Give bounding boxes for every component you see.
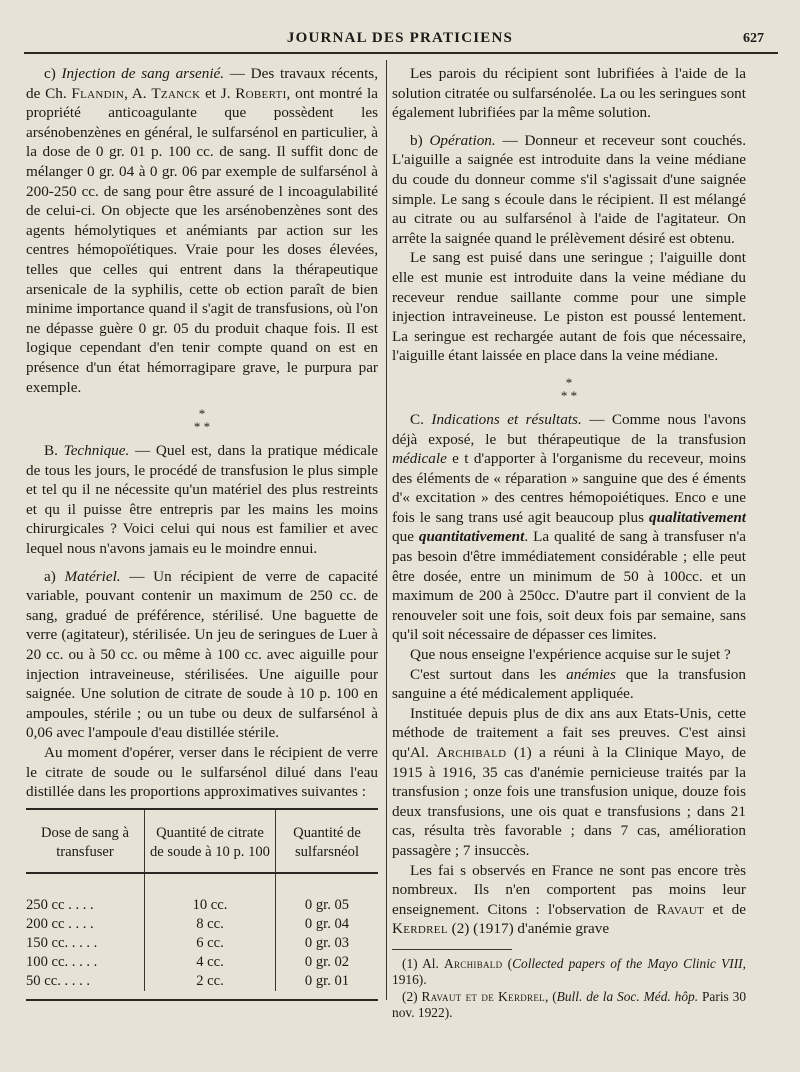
table-cell: 0 gr. 03 (304, 934, 350, 951)
section-label: b) (410, 131, 430, 149)
text-run: — Comme nous l'avons déjà exposé, le but thérapeutique de la transfusion (392, 410, 746, 448)
asterism: * * * (560, 374, 578, 403)
footnotes (392, 956, 746, 1022)
table-cell: 6 cc. (145, 934, 276, 953)
emphasis: anémies (566, 665, 616, 683)
text-run: e t d'apporter à l'organisme du receveur, moins des éléments de « réparation » sanguine que des é éments d'« excitation » des centres hémopoiétiques. Enco e une fois le sang trans usé agit beaucoup plus (392, 450, 746, 526)
table-cell: 250 cc . . . . (26, 873, 145, 915)
section-title: Injection de sang arsenié. (61, 65, 225, 82)
paragraph-injection-sang-arsenie (26, 64, 378, 397)
author-name: Archibald (436, 744, 507, 761)
table-cell: 50 cc. . . . . (26, 972, 145, 991)
right-column (392, 64, 746, 1022)
table-cell: 2 cc. (145, 972, 276, 991)
page-number: 627 (743, 31, 764, 46)
table-header-cell: Quantité de sulfarsnéol (276, 810, 379, 873)
text-run: et J. (200, 84, 236, 102)
section-label: C. (410, 410, 432, 428)
section-label: B. (44, 442, 64, 460)
section-title: Opération. (429, 131, 496, 149)
table-cell: 0 gr. 04 (304, 915, 350, 932)
left-column (26, 64, 378, 1001)
text-run: (1) Al. (402, 955, 445, 971)
text-run: , A. (124, 84, 152, 102)
table-cell: 0 gr. 01 (304, 972, 350, 989)
author-name: Kerdrel (392, 920, 448, 938)
table-cell: 10 cc. (145, 873, 276, 915)
paragraph-technique (26, 441, 378, 559)
section-title: Technique. (63, 442, 130, 460)
text-run: , ( (544, 988, 557, 1004)
dosage-table (26, 810, 378, 991)
text-run: que la transfusion sanguine a été médicalement appliquée. (392, 665, 746, 703)
text-run: — Un récipient de verre de capacité variable, pouvant contenir un maximum de 250 cc. de sang, gradué de préférence, stérilisé. Une baguette de verre (agitateur), stérilisée. Un jeu de seringues de Luer à 20 cc. ou à 50 cc. ou même à 100 cc. avec aiguille pour injection intraveineuse, stérilisées. Une aiguille pour saignée. Une solution de citrate de soude à 10 p. 100 en ampoules, stérile ; ou un tube ou deux de sulfarsénol à 0,06 avec l'ampoule d'eau distillée stérile. (26, 567, 378, 742)
text-run: (1) a réuni à la Clinique Mayo, de 1915 à 1916, 35 cas d'anémie pernicieuse traités par la transfusion ; onze fois une transfusion unique, douze fois deux transfusions, une ois quat e transfusions ; dans 21 cas, résulta très favorable ; dans 7 cas, amélioration passagère ; 7 insuccès. (392, 744, 746, 859)
citation-title: Collected papers of the Mayo Clinic VIII (512, 955, 743, 971)
asterism: * * * (193, 406, 211, 435)
table-cell: 0 gr. 02 (304, 953, 350, 970)
text-run: C'est surtout dans les (410, 665, 567, 683)
table-cell: 8 cc. (145, 915, 276, 934)
text-run: , 1916). (392, 955, 746, 988)
table-cell: 4 cc. (145, 953, 276, 972)
text-run: (2) (1917) d'anémie grave (447, 920, 610, 938)
table-header-cell: Dose de sang à transfuser (26, 810, 145, 873)
author-name: Ravaut et de Kerdrel (421, 988, 545, 1004)
paragraph-moment-operer: Au moment d'opérer, verser dans le récipient de verre le citrate de soude ou le sulfarsénol dilué dans l'eau distillée dans les proportions approximatives suivantes : (26, 744, 378, 801)
header-rule (24, 52, 778, 54)
text-run: . La qualité de sang à transfuser n'a pas besoin d'être immédiatement considérable ; elle peut être dosée, entre un minimum de 50 à 100cc. et un maximum de 200 à 250cc. D'autre part il convient de la renouveler soit une fois, soit deux fois par semaine, sans qu'il soit nécessaire de dépasser ces limites. (392, 528, 746, 644)
text-run: Les fai s observés en France ne sont pas encore très nombreux. Ils n'en comportent pas moins leur enseignement. Citons : l'observation de (392, 861, 746, 918)
paragraph-etats-unis (392, 704, 746, 861)
author-name: Ravaut (656, 900, 705, 918)
table-row (26, 934, 378, 953)
table-header-cell: Quantité de citrate de soude à 10 p. 100 (145, 810, 276, 873)
table-row (26, 953, 378, 972)
table-bottom-rule (26, 999, 378, 1001)
table-row (26, 972, 378, 991)
paragraph-materiel (26, 567, 378, 743)
section-label: c) (44, 65, 62, 82)
text-run: que (392, 528, 419, 546)
paragraph-operation (392, 131, 746, 249)
section-title: Indications et résultats. (431, 410, 582, 428)
emphasis: médicale (392, 450, 447, 468)
paragraph-indications (392, 410, 746, 645)
text-run: (2) (402, 988, 422, 1004)
text-run: , ont montré la propriété anticoagulante que possèdent les arsénobenzènes en général, le sulfarsénol en particulier, à la dose de 0 gr. 01 p. 100 cc. de sang. Il suffit donc de mélanger 0 gr. 04 à 0 gr. 06 par exemple de sulfarsénol à 200-250 cc. de sang pour être assuré de l incoagulabilité de celui-ci. On objecte que les arsénobenzènes sont des agents hémolytiques et anémiants par action sur les centres hémopoïétiques. Vraie pour les doses élevées, telles que celles qui entrent dans la thérapeutique arsenicale de la syphilis, cette ob ection paraît de bien minime importance quand il s'agit de transfusions, où l'on ne dépasse guère 0 gr. 05 du produit chaque fois. Il est logique cependant d'en tenir compte quand on est en présence d'un état hémorragipare grave, le purpura par exemple. (26, 84, 378, 396)
table-header-row (26, 810, 378, 873)
author-name: Tzanck (151, 84, 201, 102)
emphasis: qualitativement (648, 508, 746, 526)
journal-title: JOURNAL DES PRATICIENS (286, 30, 514, 46)
paragraph-anemies (392, 665, 746, 704)
paragraph-parois: Les parois du récipient sont lubrifiées à l'aide de la solution citratée ou sulfarsénolée. La ou les seringues sont également lubrifiées par la même solution. (392, 65, 746, 122)
text-run: — Quel est, dans la pratique médicale de tous les jours, le procédé de transfusion le plus simple et tel qu il ne nécessite qu'un matériel des plus restreints et qu il puisse être entrepris par les mains les moins chirurgicales ? Voici celui qui nous est familier et avec lequel nous n'avons jamais eu le moindre ennui. (26, 442, 378, 558)
text-run: — Donneur et receveur sont couchés. L'aiguille a saignée est introduite dans la veine médiane du coude du donneur comme s'il s'agissait d'une saignée simple. Le sang s écoule dans le récipient. Il est mélangé au citrate ou au sulfarsénol à l'aide de l'agitateur. On arrête la saignée quand le prélèvement désiré est obtenu. (392, 131, 746, 247)
paragraph-seringue: Le sang est puisé dans une seringue ; l'aiguille dont elle est munie est introduite dans la veine médiane du receveur rendue saillante comme pour une simple injection intraveineuse. Le piston est poussé lentement. La seringue est rechargée autant de fois que nécessaire, l'aiguille étant laissée en place dans la veine médiane. (392, 249, 746, 365)
paragraph-question: Que nous enseigne l'expérience acquise sur le sujet ? (410, 646, 731, 664)
text-run: Paris 30 nov. 1922). (392, 988, 747, 1021)
table-cell: 200 cc . . . . (26, 915, 145, 934)
table-cell: 150 cc. . . . . (26, 934, 145, 953)
author-name: Archibald (444, 955, 503, 971)
table-row (26, 873, 378, 915)
table-cell: 0 gr. 05 (304, 896, 350, 913)
text-run: ( (502, 955, 513, 971)
author-name: Roberti (235, 84, 287, 102)
citation-title: Bull. de la Soc. Méd. hôp. (556, 988, 699, 1004)
section-title: Matériel. (64, 567, 121, 585)
emphasis: quantitativement (418, 528, 525, 546)
table-row (26, 915, 378, 934)
text-run: et de (704, 900, 747, 918)
footnote-1 (392, 956, 746, 989)
paragraph-france (392, 861, 746, 939)
text-run: Instituée depuis plus de dix ans aux Etats-Unis, cette méthode de traitement a fait ses preuves. C'est ainsi qu'Al. (392, 704, 746, 761)
text-run: — Des travaux récents, de Ch. (26, 65, 378, 102)
author-name: Flandin (71, 84, 125, 102)
page-header (22, 30, 778, 50)
column-divider (386, 60, 387, 1000)
footnote-2 (392, 989, 746, 1022)
table-cell: 100 cc. . . . . (26, 953, 145, 972)
footnote-rule (392, 949, 512, 950)
section-label: a) (44, 567, 65, 585)
